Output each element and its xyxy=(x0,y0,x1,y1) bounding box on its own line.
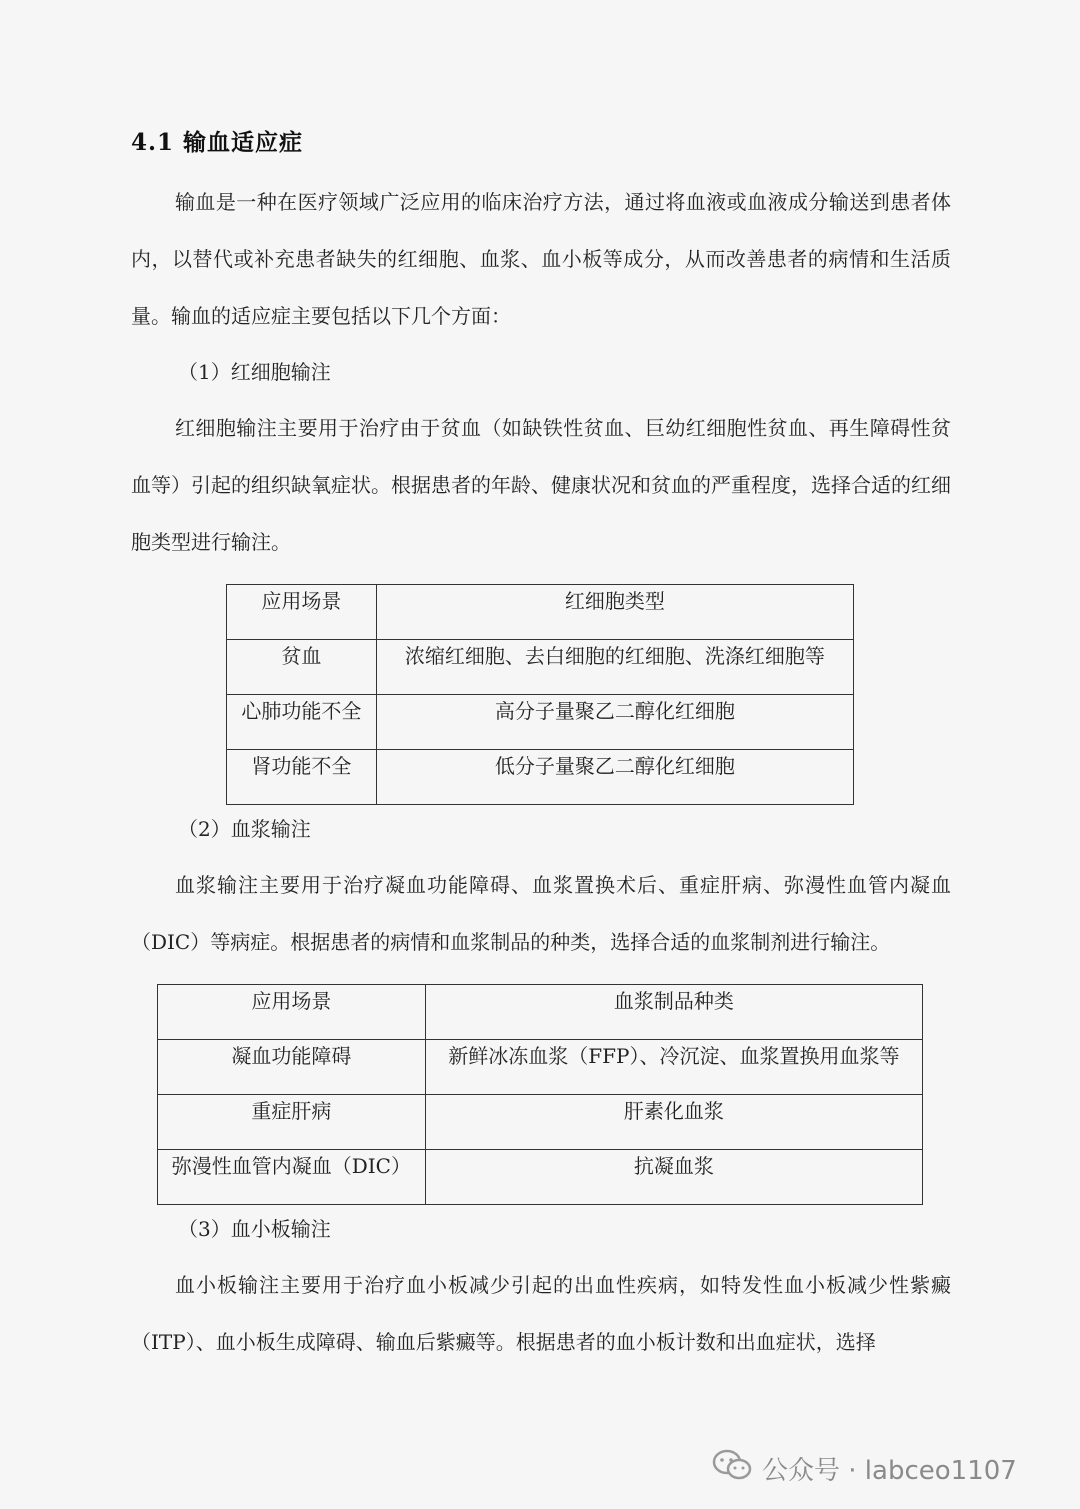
table-cell: 抗凝血浆 xyxy=(425,1150,922,1205)
plasma-table xyxy=(157,984,923,1205)
plasma-paragraph: 血浆输注主要用于治疗凝血功能障碍、血浆置换术后、重症肝病、弥漫性血管内凝血（DIC）等病症。根据患者的病情和血浆制品的种类，选择合适的血浆制剂进行输注。 xyxy=(131,873,951,954)
table-row xyxy=(158,1150,923,1205)
table-row xyxy=(158,1040,923,1095)
table-row xyxy=(227,640,854,695)
table-header-cell: 应用场景 xyxy=(227,585,377,640)
table-row xyxy=(158,1095,923,1150)
table-cell: 心肺功能不全 xyxy=(227,695,377,750)
watermark-text: 公众号 · labceo1107 xyxy=(762,1455,1017,1486)
rbc-heading: （1）红细胞输注 xyxy=(178,360,331,384)
rbc-table xyxy=(226,584,854,805)
table-cell: 凝血功能障碍 xyxy=(158,1040,426,1095)
table-header-row xyxy=(227,585,854,640)
platelet-heading: （3）血小板输注 xyxy=(178,1217,331,1241)
table-header-cell: 应用场景 xyxy=(158,985,426,1040)
platelet-paragraph: 血小板输注主要用于治疗血小板减少引起的出血性疾病，如特发性血小板减少性紫癜（ITP）、血小板生成障碍、输血后紫癜等。根据患者的血小板计数和出血症状，选择 xyxy=(131,1273,951,1354)
table-cell: 新鲜冰冻血浆（FFP）、冷沉淀、血浆置换用血浆等 xyxy=(425,1040,922,1095)
table-header-cell: 红细胞类型 xyxy=(376,585,853,640)
table-cell: 肾功能不全 xyxy=(227,750,377,805)
table-row xyxy=(227,750,854,805)
watermark xyxy=(712,1450,1017,1486)
table-cell: 低分子量聚乙二醇化红细胞 xyxy=(376,750,853,805)
section-title: 4.1 输血适应症 xyxy=(131,129,304,156)
table-header-cell: 血浆制品种类 xyxy=(425,985,922,1040)
plasma-heading: （2）血浆输注 xyxy=(178,817,311,841)
table-cell: 浓缩红细胞、去白细胞的红细胞、洗涤红细胞等 xyxy=(376,640,853,695)
table-row xyxy=(227,695,854,750)
table-cell: 重症肝病 xyxy=(158,1095,426,1150)
intro-paragraph: 输血是一种在医疗领域广泛应用的临床治疗方法，通过将血液或血液成分输送到患者体内，以替代或补充患者缺失的红细胞、血浆、血小板等成分，从而改善患者的病情和生活质量。输血的适应症主要包括以下几个方面： xyxy=(131,190,951,328)
wechat-icon xyxy=(712,1448,762,1489)
rbc-paragraph: 红细胞输注主要用于治疗由于贫血（如缺铁性贫血、巨幼红细胞性贫血、再生障碍性贫血等）引起的组织缺氧症状。根据患者的年龄、健康状况和贫血的严重程度，选择合适的红细胞类型进行输注。 xyxy=(131,416,951,554)
table-cell: 肝素化血浆 xyxy=(425,1095,922,1150)
table-header-row xyxy=(158,985,923,1040)
table-cell: 高分子量聚乙二醇化红细胞 xyxy=(376,695,853,750)
table-cell: 弥漫性血管内凝血（DIC） xyxy=(158,1150,426,1205)
table-cell: 贫血 xyxy=(227,640,377,695)
